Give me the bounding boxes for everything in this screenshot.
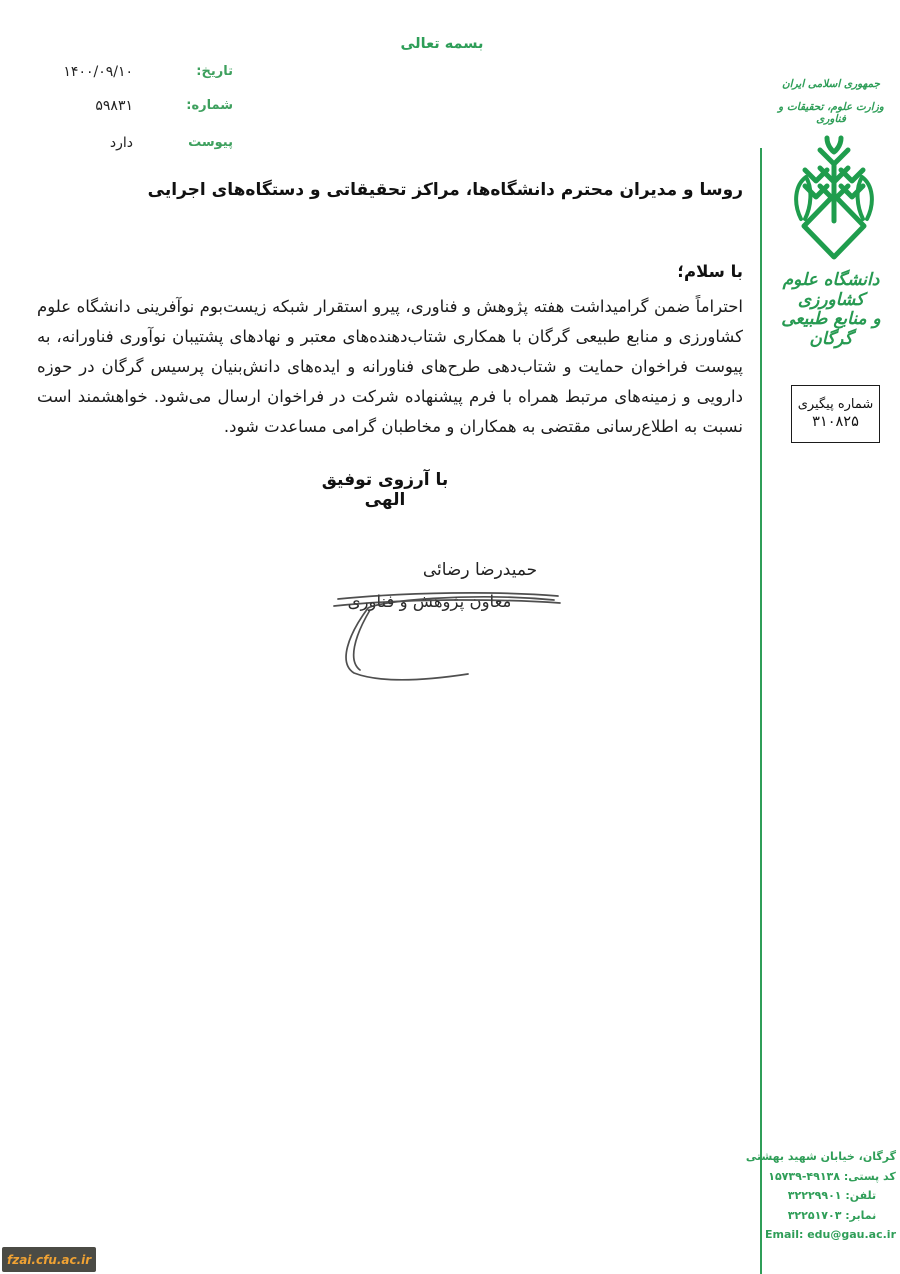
watermark-badge bbox=[2, 1247, 96, 1272]
handwritten-signature bbox=[318, 577, 580, 695]
signer-title: معاون پژوهش و فناوری bbox=[347, 592, 512, 611]
footer-phone: تلفن: ۳۲۲۲۹۹۰۱ bbox=[787, 1189, 877, 1202]
footer-email: Email: edu@gau.ac.ir bbox=[765, 1228, 896, 1241]
salutation-line: با سلام؛ bbox=[677, 262, 743, 281]
tracking-label: شماره پیگیری bbox=[797, 397, 874, 412]
number-value: ۵۹۸۳۱ bbox=[95, 98, 133, 114]
country-name: جمهوری اسلامی ایران bbox=[781, 78, 881, 90]
university-logo bbox=[793, 133, 875, 266]
date-field bbox=[40, 64, 233, 86]
footer-address: گرگان، خیابان شهید بهشتی bbox=[745, 1150, 896, 1163]
footer-fax: نمابر: ۳۲۲۵۱۷۰۳ bbox=[787, 1208, 877, 1222]
closing-line: با آرزوی توفیق الهی bbox=[321, 470, 449, 510]
green-vertical-divider bbox=[760, 148, 762, 1274]
university-name-line2: و منابع طبیعی گرگان bbox=[781, 309, 881, 349]
wheat-book-emblem-icon bbox=[793, 133, 875, 266]
signer-name: حمیدرضا رضائی bbox=[422, 560, 538, 580]
footer-postal-code: کد پستی: ۴۹۱۳۸-۱۵۷۳۹ bbox=[768, 1169, 896, 1183]
ministry-name: وزارت علوم، تحقیقات و فناوری bbox=[778, 101, 884, 125]
attachment-value: دارد bbox=[109, 135, 133, 151]
number-label: شماره: bbox=[186, 98, 233, 113]
attachment-label: پیوست bbox=[188, 135, 233, 150]
date-value: ۱۴۰۰/۰۹/۱۰ bbox=[63, 64, 133, 80]
letter-body-paragraph: احتراماً ضمن گرامیداشت هفته پژوهش و فناوری، پیرو استقرار شبکه زیست‌بوم نوآفرینی دانشگاه علوم کشاورزی و منابع طبیعی گرگان با همکاری شتاب‌دهنده‌های معتبر و نهادهای پشتیبان نوآوری فناورانه، به پیوست فراخوان حمایت و شتاب‌دهی طرح‌های فناورانه و ایده‌های دانش‌بنیان پرسیس گرگان در حوزه دارویی و زمینه‌های مرتبط همراه با فرم پیشنهاده شرکت در فراخوان ارسال می‌شود. خواهشمند است نسبت به اطلاع‌رسانی مقتضی به همکاران و مخاطبان گرامی مساعدت شود. bbox=[37, 297, 743, 436]
attachment-field bbox=[40, 135, 233, 157]
bismillah-text: بسمه تعالی bbox=[400, 36, 484, 52]
watermark-text: fzai.cfu.ac.ir bbox=[7, 1252, 92, 1267]
contact-block bbox=[745, 1147, 896, 1245]
university-name-line1: دانشگاه علوم کشاورزی bbox=[782, 270, 880, 310]
number-field bbox=[40, 98, 233, 120]
date-label: تاریخ: bbox=[196, 64, 233, 79]
tracking-number-box bbox=[791, 385, 880, 443]
tracking-number: ۳۱۰۸۲۵ bbox=[812, 414, 859, 430]
recipients-line: روسا و مدیران محترم دانشگاه‌ها، مراکز تحقیقاتی و دستگاه‌های اجرایی bbox=[147, 180, 743, 200]
